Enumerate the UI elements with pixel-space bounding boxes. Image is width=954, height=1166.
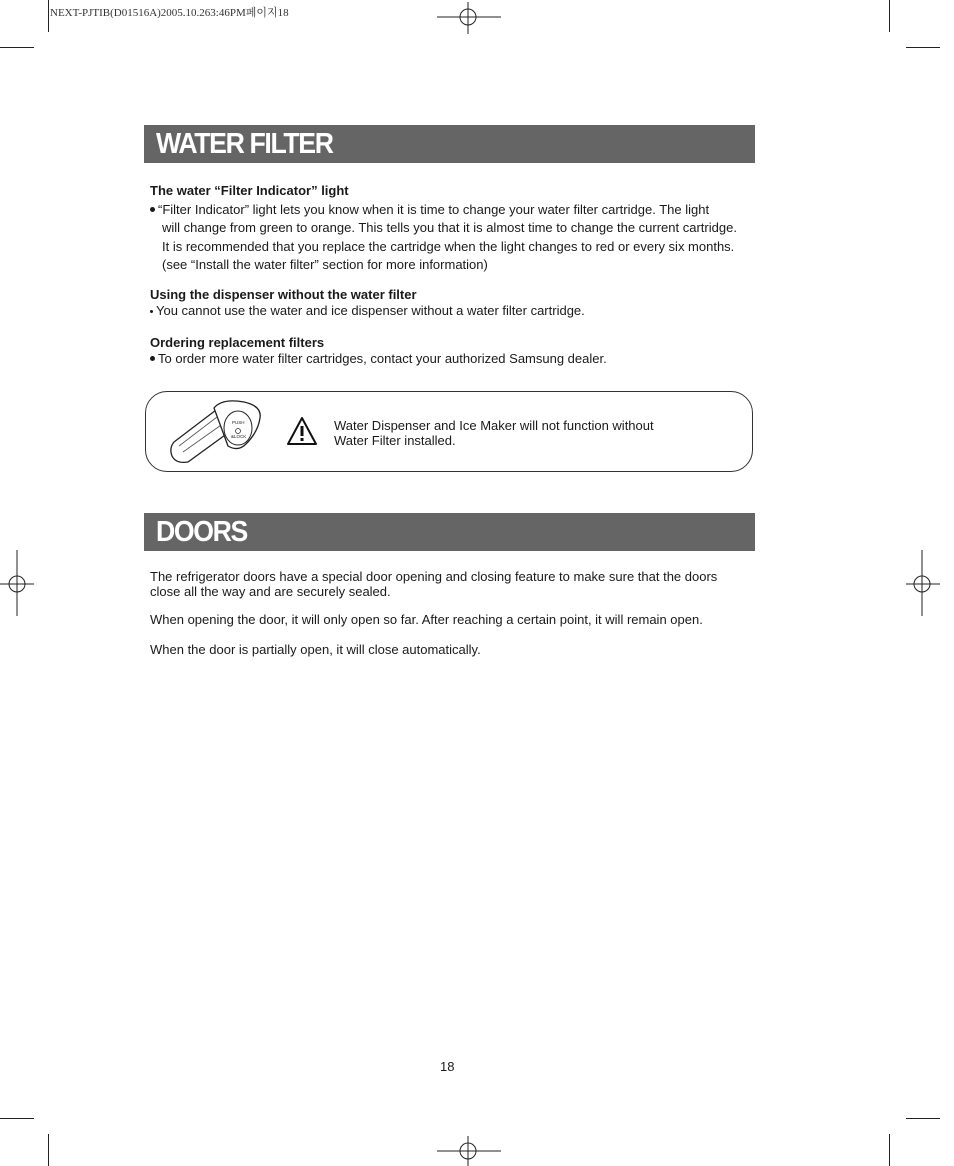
crop-mark [0, 47, 34, 48]
cap-label: &LOCK [231, 434, 247, 439]
water-filter-banner [144, 125, 755, 163]
bullet-icon [150, 356, 155, 361]
water-filter-cartridge-icon [166, 396, 266, 468]
doors-banner [144, 513, 755, 551]
page-number: 18 [440, 1059, 455, 1074]
registration-mark-icon [906, 550, 940, 616]
list-item: “Filter Indicator” light lets you know when it is time to change your water filter cartridge. The light [150, 201, 750, 220]
section-title: DOORS [156, 516, 247, 548]
bullet-icon [150, 207, 155, 212]
crop-mark [906, 1118, 940, 1119]
ordering-filters-section [150, 335, 750, 367]
registration-mark-icon [437, 2, 501, 34]
doors-paragraph: When the door is partially open, it will close automatically. [150, 642, 481, 657]
registration-mark-icon [0, 550, 34, 616]
warning-triangle-icon [286, 416, 318, 446]
crop-mark [0, 1118, 34, 1119]
list-item-continuation: It is recommended that you replace the cartridge when the light changes to red or every six months. [162, 238, 735, 254]
crop-mark [889, 1134, 890, 1166]
cap-label: PUSH [232, 420, 245, 425]
doors-paragraph: When opening the door, it will only open so far. After reaching a certain point, it will remain open. [150, 612, 703, 627]
crop-mark [906, 47, 940, 48]
list-item: To order more water filter cartridges, contact your authorized Samsung dealer. [150, 351, 750, 367]
notice-text: Water Dispenser and Ice Maker will not function without Water Filter installed. [334, 418, 654, 448]
dispenser-without-filter-section [150, 287, 750, 319]
section-heading: Ordering replacement filters [150, 335, 325, 350]
section-heading: The water “Filter Indicator” light [150, 183, 349, 198]
section-heading: Using the dispenser without the water filter [150, 287, 417, 302]
crop-mark [48, 0, 49, 32]
crop-mark [48, 1134, 49, 1166]
doors-paragraph: The refrigerator doors have a special door opening and closing feature to make sure that the doors close all the way and are securely sealed. [150, 569, 718, 599]
filter-indicator-section [150, 182, 750, 275]
list-item: You cannot use the water and ice dispenser without a water filter cartridge. [150, 303, 750, 319]
list-item-continuation: will change from green to orange. This tells you that it is almost time to change the current cartridge. [162, 220, 737, 235]
bullet-icon [150, 310, 153, 313]
crop-mark [889, 0, 890, 32]
print-slug: NEXT-PJTIB(D01516A)2005.10.263:46PM페이지18 [50, 7, 289, 19]
list-item-continuation: (see “Install the water filter” section for more information) [162, 257, 488, 272]
section-title: WATER FILTER [156, 128, 333, 160]
registration-mark-icon [437, 1136, 501, 1166]
